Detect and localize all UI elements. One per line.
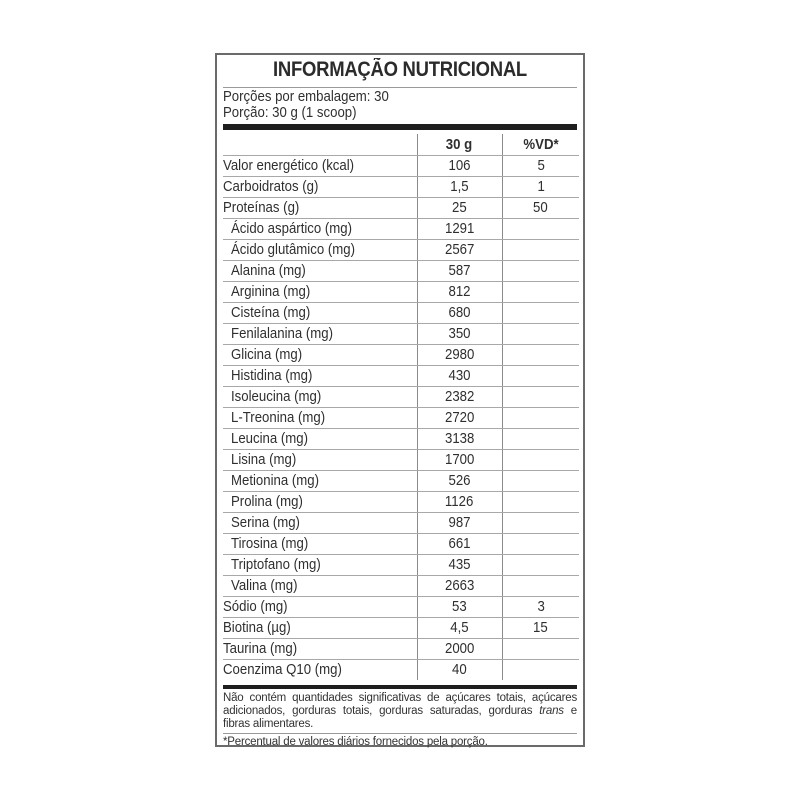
- table-row: [223, 618, 579, 639]
- nutrient-name: Glicina (mg): [223, 345, 417, 366]
- nutrient-amount: 1700: [417, 450, 502, 471]
- nutrient-daily-value: [502, 639, 579, 660]
- nutrient-name: Ácido glutâmico (mg): [223, 240, 417, 261]
- nutrient-amount: 1,5: [417, 177, 502, 198]
- nutrition-facts-label: [215, 53, 585, 747]
- nutrient-daily-value: 1: [502, 177, 579, 198]
- nutrient-amount: 680: [417, 303, 502, 324]
- nutrient-amount: 1291: [417, 219, 502, 240]
- table-row: [223, 471, 579, 492]
- table-row: [223, 576, 579, 597]
- nutrient-name: Ácido aspártico (mg): [223, 219, 417, 240]
- nutrient-amount: 587: [417, 261, 502, 282]
- table-row: [223, 324, 579, 345]
- nutrient-name: Valina (mg): [223, 576, 417, 597]
- nutrient-daily-value: [502, 576, 579, 597]
- table-row: [223, 387, 579, 408]
- nutrient-name: Tirosina (mg): [223, 534, 417, 555]
- label-title: INFORMAÇÃO NUTRICIONAL: [273, 58, 527, 81]
- table-row: [223, 429, 579, 450]
- table-row: [223, 282, 579, 303]
- nutrient-amount: 2720: [417, 408, 502, 429]
- nutrient-name: L-Treonina (mg): [223, 408, 417, 429]
- nutrient-name: Coenzima Q10 (mg): [223, 661, 342, 678]
- nutrient-amount: 2663: [417, 576, 502, 597]
- table-row: [223, 555, 579, 576]
- table-row: [223, 660, 579, 681]
- table-row: [223, 240, 579, 261]
- table-header-row: [223, 134, 579, 156]
- nutrient-name: Histidina (mg): [223, 366, 417, 387]
- nutrient-column-header: [223, 134, 417, 156]
- nutrient-name: Arginina (mg): [223, 282, 417, 303]
- nutrient-amount: 1126: [417, 492, 502, 513]
- table-row: [223, 450, 579, 471]
- table-row: [223, 534, 579, 555]
- nutrient-amount: 526: [417, 471, 502, 492]
- nutrient-amount: 3138: [417, 429, 502, 450]
- table-row: [223, 492, 579, 513]
- nutrient-daily-value: [502, 240, 579, 261]
- nutrient-name: Leucina (mg): [223, 429, 417, 450]
- nutrient-daily-value: [502, 471, 579, 492]
- amount-column-header: 30 g: [417, 134, 502, 156]
- nutrient-amount: 987: [417, 513, 502, 534]
- table-row: [223, 303, 579, 324]
- nutrient-daily-value: [502, 534, 579, 555]
- nutrient-daily-value: 3: [502, 597, 579, 618]
- nutrient-name: Prolina (mg): [223, 492, 417, 513]
- nutrient-amount: 4,5: [417, 618, 502, 639]
- table-row: [223, 219, 579, 240]
- nutrient-amount: 2000: [417, 639, 502, 660]
- nutrient-amount: 2567: [417, 240, 502, 261]
- nutrient-daily-value: [502, 429, 579, 450]
- table-row: [223, 261, 579, 282]
- nutrient-daily-value: [502, 366, 579, 387]
- header-thick-divider: [223, 124, 577, 130]
- nutrient-name: Isoleucina (mg): [223, 387, 417, 408]
- nutrition-table: [223, 134, 579, 680]
- nutrient-daily-value: [502, 450, 579, 471]
- footer-thick-divider: [223, 685, 577, 689]
- table-row: [223, 513, 579, 534]
- nutrient-daily-value: [502, 492, 579, 513]
- table-row: [223, 177, 579, 198]
- table-row: [223, 345, 579, 366]
- nutrient-amount: 25: [417, 198, 502, 219]
- nutrient-name: Lisina (mg): [223, 450, 417, 471]
- nutrient-name: Carboidratos (g): [223, 177, 417, 198]
- nutrient-daily-value: [502, 408, 579, 429]
- nutrient-daily-value: [502, 303, 579, 324]
- servings-per-package: Porções por embalagem: 30: [223, 88, 389, 105]
- nutrient-amount: 435: [417, 555, 502, 576]
- nutrient-amount: 812: [417, 282, 502, 303]
- nutrient-name: Fenilalanina (mg): [223, 324, 417, 345]
- nutrient-daily-value: [502, 282, 579, 303]
- nutrient-name: Cisteína (mg): [223, 303, 417, 324]
- nutrient-name: Metionina (mg): [223, 471, 417, 492]
- nutrient-name: Triptofano (mg): [223, 555, 417, 576]
- daily-value-column-header: %VD*: [502, 134, 579, 156]
- nutrient-amount: 40: [417, 660, 502, 681]
- nutrient-amount: 350: [417, 324, 502, 345]
- not-significant-note: Não contém quantidades significativas de açúcares totais, açúcares adicionados, gorduras totais, gorduras saturadas, gorduras trans e fibras alimentares.: [223, 692, 577, 734]
- nutrient-amount: 106: [417, 156, 502, 177]
- nutrient-daily-value: [502, 261, 579, 282]
- nutrient-name: Serina (mg): [223, 513, 417, 534]
- table-row: [223, 156, 579, 177]
- table-row: [223, 198, 579, 219]
- nutrient-name: Proteínas (g): [223, 198, 417, 219]
- nutrient-name: Alanina (mg): [223, 261, 417, 282]
- nutrient-daily-value: [502, 513, 579, 534]
- daily-value-footnote: *Percentual de valores diários fornecidos pela porção.: [223, 736, 488, 748]
- nutrient-name: Taurina (mg): [223, 639, 417, 660]
- nutrient-name: Biotina (µg): [223, 618, 417, 639]
- nutrient-amount: 53: [417, 597, 502, 618]
- nutrient-amount: 430: [417, 366, 502, 387]
- nutrient-daily-value: [502, 660, 579, 681]
- nutrient-daily-value: 50: [502, 198, 579, 219]
- nutrient-amount: 2382: [417, 387, 502, 408]
- nutrient-amount: 661: [417, 534, 502, 555]
- nutrient-amount: 2980: [417, 345, 502, 366]
- serving-info: [223, 89, 411, 121]
- nutrient-daily-value: 5: [502, 156, 579, 177]
- nutrient-name: Sódio (mg): [223, 597, 417, 618]
- serving-size: Porção: 30 g (1 scoop): [223, 104, 357, 121]
- label-footer: [223, 692, 577, 749]
- nutrient-daily-value: [502, 555, 579, 576]
- table-row: [223, 366, 579, 387]
- table-row: [223, 639, 579, 660]
- nutrient-daily-value: [502, 345, 579, 366]
- nutrient-daily-value: [502, 219, 579, 240]
- nutrient-daily-value: [502, 324, 579, 345]
- table-row: [223, 408, 579, 429]
- table-row: [223, 597, 579, 618]
- nutrient-daily-value: 15: [502, 618, 579, 639]
- nutrient-name: Valor energético (kcal): [223, 156, 417, 177]
- nutrient-daily-value: [502, 387, 579, 408]
